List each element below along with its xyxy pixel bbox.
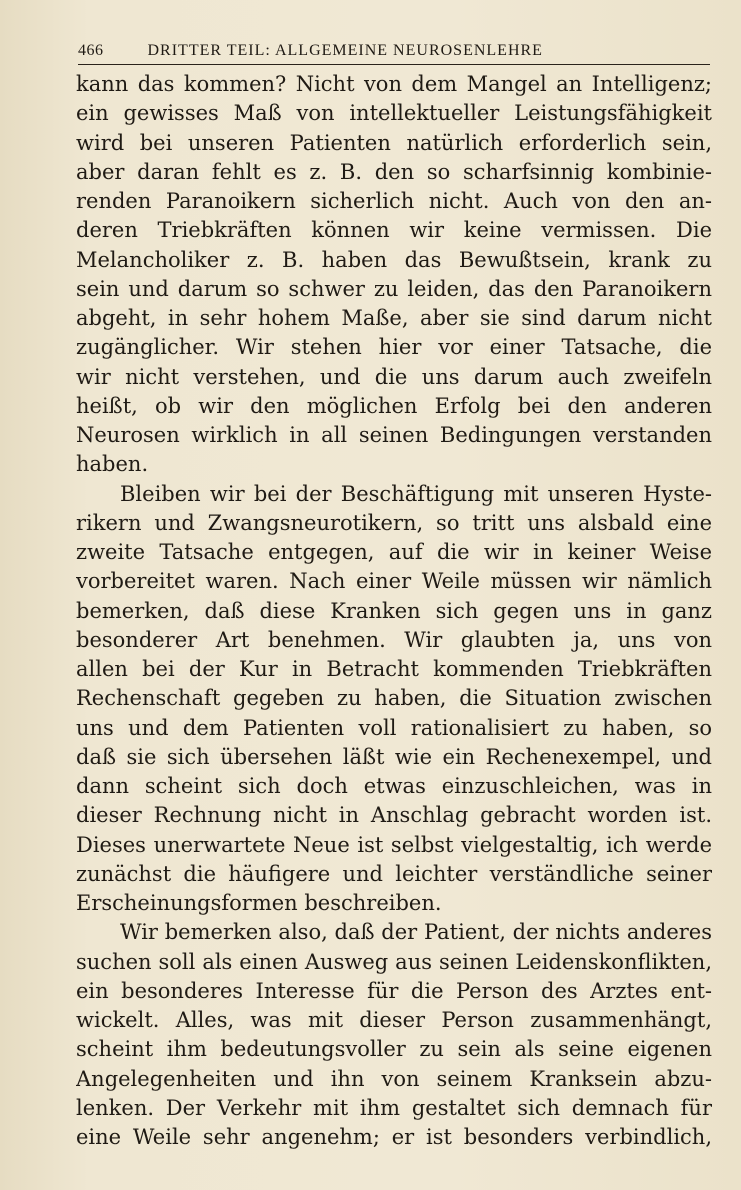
text-line: Melancholiker z. B. haben das Bewußtsein, krank zu [76, 247, 712, 272]
text-line: besonderer Art benehmen. Wir glaubten ja, uns von [76, 627, 712, 652]
text-line: lenken. Der Verkehr mit ihm gestaltet sich demnach für [76, 1095, 712, 1120]
text-line: vorbereitet waren. Nach einer Weile müssen wir nämlich [76, 569, 712, 594]
text-line: aber daran fehlt es z. B. den so scharfsinnig kombinie- [76, 159, 712, 184]
text-line: Neurosen wirklich in all seinen Bedingungen verstanden [76, 423, 712, 447]
text-line: Rechenschaft gegeben zu haben, die Situation zwischen [76, 686, 712, 711]
text-line: kann das kommen? Nicht von dem Mangel an Intelligenz; [76, 72, 712, 96]
text-line: wir nicht verstehen, und die uns darum auch zweifeln [76, 364, 712, 389]
text-line: allen bei der Kur in Betracht kommenden Triebkräften [76, 657, 712, 681]
text-line: Dieses unerwartete Neue ist selbst vielgestaltig, ich werde [76, 832, 712, 857]
text-line: uns und dem Patienten voll rationalisiert zu haben, so [76, 715, 712, 740]
text-line: ein gewisses Maß von intellektueller Leistungsfähigkeit [76, 101, 712, 126]
text-line: haben. [76, 452, 149, 477]
text-line: ein besonderes Interesse für die Person des Arztes ent- [76, 978, 712, 1003]
text-line: Bleiben wir bei der Beschäftigung mit unseren Hyste- [120, 481, 712, 506]
text-line: zugänglicher. Wir stehen hier vor einer Tatsache, die [76, 335, 712, 360]
text-line: heißt, ob wir den möglichen Erfolg bei den anderen [76, 393, 712, 418]
running-head: DRITTER TEIL: ALLGEMEINE NEUROSENLEHRE [147, 42, 543, 59]
text-line: zweite Tatsache entgegen, auf die wir in keiner Weise [76, 540, 712, 564]
body-text [76, 70, 712, 1152]
text-line: Wir bemerken also, daß der Patient, der nichts anderes [120, 920, 712, 945]
text-line: dieser Rechnung nicht in Anschlag gebracht worden ist. [76, 803, 712, 828]
text-line: daß sie sich übersehen läßt wie ein Rechenexempel, und [76, 744, 712, 769]
text-line: zunächst die häufigere und leichter verständliche seiner [76, 861, 712, 886]
text-line: suchen soll als einen Ausweg aus seinen Leidenskonflikten, [76, 949, 712, 974]
page-header [78, 38, 710, 65]
text-line: bemerken, daß diese Kranken sich gegen uns in ganz [76, 598, 712, 623]
text-line: wickelt. Alles, was mit dieser Person zusammenhängt, [76, 1008, 712, 1032]
text-line: scheint ihm bedeutungsvoller zu sein als seine eigenen [76, 1037, 712, 1062]
page-number: 466 [78, 42, 104, 59]
text-line: rikern und Zwangsneurotikern, so tritt uns alsbald eine [76, 510, 712, 535]
text-line: sein und darum so schwer zu leiden, das den Paranoikern [76, 276, 712, 301]
text-line: eine Weile sehr angenehm; er ist besonders verbindlich, [76, 1125, 712, 1149]
text-line: deren Triebkräften können wir keine vermissen. Die [76, 218, 712, 243]
text-line: wird bei unseren Patienten natürlich erforderlich sein, [76, 130, 712, 155]
text-line: dann scheint sich doch etwas einzuschleichen, was in [76, 774, 712, 798]
text-line: abgeht, in sehr hohem Maße, aber sie sind darum nicht [76, 306, 712, 330]
text-line: Erscheinungsformen beschreiben. [76, 891, 442, 915]
text-line: Angelegenheiten und ihn von seinem Kranksein abzu- [76, 1066, 712, 1091]
text-line: renden Paranoikern sicherlich nicht. Auch von den an- [76, 189, 712, 213]
